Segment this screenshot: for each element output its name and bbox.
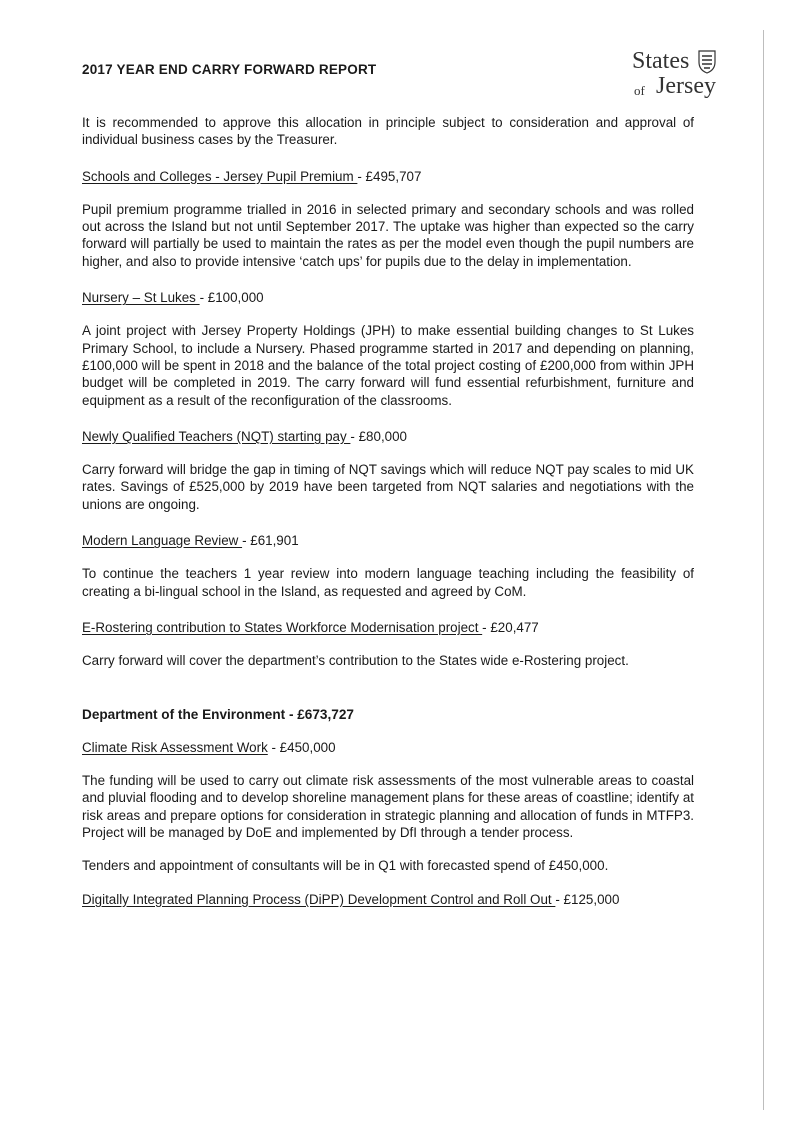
logo-text-states: States	[632, 48, 690, 74]
item-name: Modern Language Review	[82, 533, 243, 549]
item-amount: - £61,901	[242, 533, 299, 549]
item-amount: - £100,000	[199, 290, 264, 306]
item-amount: - £80,000	[350, 428, 408, 444]
document-body	[82, 114, 694, 908]
states-of-jersey-logo	[628, 44, 720, 104]
report-title: 2017 YEAR END CARRY FORWARD REPORT	[82, 62, 377, 77]
logo-text-jersey: Jersey	[656, 73, 716, 99]
item-body: Carry forward will cover the department’s contribution to the States wide e-Rostering project.	[82, 653, 629, 669]
item-heading	[82, 168, 694, 185]
item-body: Tenders and appointment of consultants will be in Q1 with forecasted spend of £450,000.	[82, 858, 609, 874]
item-body: A joint project with Jersey Property Holdings (JPH) to make essential building changes to St Lukes Primary School, to include a Nursery. Phased programme started in 2017 and depending on planning, £100,000 will be spent in 2018 and the balance of the total project costing of £200,000 from within JPH budget will be completed in 2019. The carry forward will fund essential refurbishment, furniture and equipment as a result of the reconfiguration of the classrooms.	[82, 323, 694, 408]
item-amount: - £495,707	[357, 168, 422, 184]
item-amount: - £125,000	[555, 891, 620, 907]
section-title: Department of the Environment - £673,727	[82, 706, 354, 722]
item-name: Newly Qualified Teachers (NQT) starting pay	[82, 428, 351, 444]
item-heading	[82, 532, 694, 549]
crest-icon	[698, 50, 716, 79]
logo-text-of: of	[634, 83, 645, 98]
item-amount: - £20,477	[482, 619, 539, 635]
item-body: To continue the teachers 1 year review into modern language teaching including the feasibility of creating a bi-lingual school in the Island, as requested and agreed by CoM.	[82, 566, 694, 599]
item-heading	[82, 739, 694, 756]
intro-paragraph: It is recommended to approve this allocation in principle subject to consideration and approval of individual business cases by the Treasurer.	[82, 115, 694, 148]
item-name: Digitally Integrated Planning Process (DiPP) Development Control and Roll Out	[82, 891, 556, 907]
item-heading	[82, 289, 694, 306]
item-heading	[82, 891, 694, 908]
item-body: Carry forward will bridge the gap in timing of NQT savings which will reduce NQT pay scales to mid UK rates. Savings of £525,000 by 2019 have been targeted from NQT salaries and negotiations with the unions are ongoing.	[82, 462, 694, 512]
item-name: E-Rostering contribution to States Workforce Modernisation project	[82, 619, 483, 635]
item-body: The funding will be used to carry out climate risk assessments of the most vulnerable areas to coastal and pluvial flooding and to develop shoreline management plans for these areas of coastline; identify at risk areas and prepare options for consideration in strategic planning and allocation of funds in MTFP3. Project will be managed by DoE and implemented by DfI through a tender process.	[82, 773, 694, 841]
item-amount: - £450,000	[267, 739, 336, 755]
item-body: Pupil premium programme trialled in 2016 in selected primary and secondary schools and was rolled out across the Island but not until September 2017. The uptake was higher than expected so the carry forward will partially be used to maintain the rates as per the model even though the pupil numbers are higher, and also to provide intensive ‘catch ups’ for pupils due to the delay in implementation.	[82, 201, 694, 269]
page-margin-line	[763, 30, 764, 1110]
item-name: Nursery – St Lukes	[82, 290, 200, 306]
item-heading	[82, 428, 694, 445]
item-name: Climate Risk Assessment Work	[82, 739, 268, 755]
item-name: Schools and Colleges - Jersey Pupil Premium	[82, 168, 358, 184]
item-heading	[82, 619, 694, 636]
